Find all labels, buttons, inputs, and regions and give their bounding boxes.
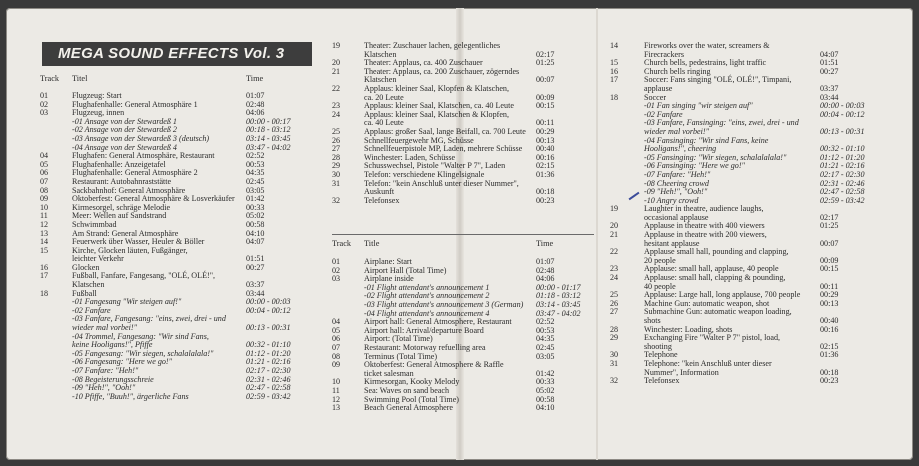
track-title: -05 Fangesang: "Wir siegen, schalalalala!" <box>72 348 214 358</box>
track-time: 00:18 <box>536 187 555 197</box>
track-number: 25 <box>332 126 341 136</box>
track-number: 06 <box>40 168 49 178</box>
track-title: Church bells, pedestrains, light traffic <box>644 58 767 68</box>
track-number: 30 <box>610 350 619 360</box>
track-time: 02:52 <box>536 317 555 327</box>
track-number: 05 <box>40 159 49 169</box>
track-time: 00:16 <box>536 152 555 162</box>
track-title: -03 Flight attendant's announcement 3 (German) <box>364 299 524 309</box>
track-title: -01 Fangesang "Wir steigen auf!" <box>72 297 182 307</box>
track-number: 29 <box>610 333 619 343</box>
track-title: Submachine Gun: automatic weapon loading, <box>644 307 792 317</box>
track-title: -01 Flight attendant's announcement 1 <box>364 282 490 292</box>
track-title: -02 Fanfare <box>72 305 111 315</box>
track-title: wieder mal vorbei!" <box>644 126 709 136</box>
col2-header-time: Time <box>536 239 554 248</box>
track-number: 03 <box>332 274 341 284</box>
track-time: 04:07 <box>246 237 265 247</box>
track-title: -07 Fanfare: "Heh!" <box>72 366 139 375</box>
track-number: 16 <box>40 262 49 272</box>
track-title: Exchanging Fire "Walter P 7" pistol, load, <box>644 333 781 343</box>
track-number: 09 <box>40 194 49 204</box>
track-time: 01:07 <box>536 257 555 266</box>
track-time: 03:14 - 03:45 <box>536 299 581 309</box>
track-title: Telefonsex <box>364 195 400 205</box>
track-time: 02:47 - 02:58 <box>246 383 291 393</box>
track-number: 21 <box>332 66 341 76</box>
track-title: Kirmesorgel, schräge Melodie <box>72 202 171 212</box>
track-time: 01:18 - 03:12 <box>536 291 581 301</box>
track-title: occasional applause <box>644 212 709 222</box>
track-number: 28 <box>332 152 341 162</box>
track-number: 28 <box>610 324 619 334</box>
track-time: 02:17 - 02:30 <box>820 169 865 179</box>
track-title: Applause in theatre with 400 viewers <box>644 221 765 231</box>
track-title: Am Strand: General Atmosphäre <box>72 228 179 238</box>
track-time: 04:07 <box>820 49 839 59</box>
track-title: Terminus (Total Time) <box>364 351 438 361</box>
column-german-continued <box>332 42 594 205</box>
track-time: 00:40 <box>536 144 555 154</box>
track-time: 02:59 - 03:42 <box>246 391 291 401</box>
track-title: Winchester: Loading, shots <box>644 324 733 334</box>
track-number: 17 <box>610 75 619 85</box>
track-time: 01:21 - 02:16 <box>820 161 865 171</box>
track-title: Klatschen <box>72 280 105 290</box>
track-number: 32 <box>610 376 619 386</box>
track-number: 31 <box>610 358 619 368</box>
track-time: 00:18 - 03:12 <box>246 125 291 135</box>
track-title: applause <box>644 83 673 93</box>
track-number: 30 <box>332 169 341 179</box>
track-title: ca. 20 Leute <box>364 92 404 102</box>
track-title: Soccer <box>644 92 667 102</box>
track-title: -03 Fanfare, Fansinging: "eins, zwei, drei - und <box>644 118 799 128</box>
track-title: -08 Begeisterungsschreie <box>72 374 154 384</box>
track-time: 03:05 <box>246 185 265 195</box>
track-time: 00:13 - 00:31 <box>246 323 291 333</box>
track-time: 00:11 <box>536 118 555 128</box>
track-title: Telephone <box>644 350 678 360</box>
track-time: 00:32 - 01:10 <box>820 144 865 154</box>
track-number: 11 <box>332 385 340 395</box>
track-title: Soccer: Fans singing "OLÉ, OLÉ!", Timpani, <box>644 75 792 85</box>
track-title: Nummer", Information <box>644 367 719 377</box>
track-time: 00:33 <box>536 377 555 387</box>
track-title: -06 Fangesang: "Here we go!" <box>72 357 173 367</box>
track-time: 01:07 <box>246 91 265 100</box>
track-number: 12 <box>40 219 49 229</box>
track-time: 02:45 <box>536 342 555 352</box>
track-time: 00:00 - 00:03 <box>820 101 865 111</box>
track-time: 05:02 <box>536 385 555 395</box>
track-time: 02:48 <box>246 99 265 109</box>
track-time: 00:07 <box>536 75 555 85</box>
track-row <box>332 197 594 206</box>
track-title: Feuerwerk über Wasser, Heuler & Böller <box>72 237 205 247</box>
track-number: 20 <box>610 221 619 231</box>
track-title: Flugzeug, innen <box>72 108 125 118</box>
track-time: 01:12 - 01:20 <box>246 348 291 358</box>
track-time: 02:15 <box>536 161 555 171</box>
track-number: 02 <box>40 99 49 109</box>
track-title: Applause in theatre with 200 viewers, <box>644 230 767 240</box>
track-number: 12 <box>332 394 341 404</box>
track-row <box>610 377 906 386</box>
track-time: 01:36 <box>820 350 839 360</box>
track-title: Fußball, Fanfare, Fangesang, "OLÉ, OLÉ!", <box>72 271 216 281</box>
track-time: 00:13 <box>536 135 555 145</box>
track-title: -01 Ansage von der Stewardeß 1 <box>72 116 177 126</box>
track-time: 04:06 <box>246 108 265 118</box>
track-title: Flughafenhalle: Anzeigetafel <box>72 159 166 169</box>
track-time: 00:23 <box>536 195 555 205</box>
track-title: Machine Gun: automatic weapon, shot <box>644 298 770 308</box>
track-time: 02:17 - 02:30 <box>246 366 291 375</box>
track-number: 11 <box>40 211 48 221</box>
track-title: Restaurant: Autobahnraststätte <box>72 176 172 186</box>
track-title: wieder mal vorbei!" <box>72 323 137 333</box>
track-time: 01:51 <box>820 58 839 68</box>
track-number: 18 <box>40 288 49 298</box>
track-title: Klatschen <box>364 49 397 59</box>
track-number: 13 <box>40 228 49 238</box>
track-number: 29 <box>332 161 341 171</box>
track-title: 40 people <box>644 281 676 291</box>
track-title: Kirmesorgan, Kooky Melody <box>364 377 460 387</box>
track-time: 00:00 - 00:03 <box>246 297 291 307</box>
track-title: Flugzeug: Start <box>72 91 122 100</box>
track-time: 00:00 - 00:17 <box>246 116 291 126</box>
track-number: 24 <box>332 109 341 119</box>
track-title: Flughafenhalle: General Atmosphäre 2 <box>72 168 198 178</box>
track-time: 03:37 <box>820 83 839 93</box>
track-title: -02 Ansage von der Stewardeß 2 <box>72 125 177 135</box>
track-time: 01:42 <box>536 368 555 378</box>
track-time: 00:15 <box>536 101 555 111</box>
track-title: -04 Trommel, Fangesang: "Wir sind Fans, <box>72 331 209 341</box>
track-title: Applaus: großer Saal, lange Beifall, ca. 700 Leute <box>364 126 526 136</box>
track-number: 13 <box>332 403 341 413</box>
track-title: Flughafenhalle: General Atmosphäre 1 <box>72 99 198 109</box>
track-title: Airport Hall (Total Time) <box>364 265 447 275</box>
track-time: 01:12 - 01:20 <box>820 152 865 162</box>
track-title: Airplane inside <box>364 274 414 284</box>
track-time: 01:51 <box>246 254 265 264</box>
track-title: Church bells ringing <box>644 66 711 76</box>
column-english-continued <box>610 42 906 386</box>
track-number: 21 <box>610 230 619 240</box>
track-time: 03:14 - 03:45 <box>246 133 291 143</box>
track-time: 00:16 <box>820 324 839 334</box>
track-number: 23 <box>610 264 619 274</box>
track-number: 09 <box>332 360 341 370</box>
track-time: 00:04 - 00:12 <box>246 305 291 315</box>
track-time: 02:15 <box>820 341 839 351</box>
track-time: 00:29 <box>536 126 555 136</box>
track-time: 02:17 <box>820 212 839 222</box>
col2-header-title: Title <box>364 239 380 248</box>
track-time: 03:37 <box>246 280 265 290</box>
track-title: Beach General Atmosphere <box>364 403 453 413</box>
track-time: 02:17 <box>536 49 555 59</box>
track-number: 08 <box>332 351 341 361</box>
track-title: Telefon: verschiedene Klingelsignale <box>364 169 485 179</box>
track-title: Applause: small hall, clapping & pounding, <box>644 273 786 283</box>
track-title: Flughafen: General Atmosphäre, Restaurant <box>72 151 215 161</box>
track-time: 01:42 <box>246 194 265 204</box>
track-title: -08 Cheering crowd <box>644 178 709 188</box>
track-title: -01 Fan singing "wir steigen auf" <box>644 101 753 111</box>
track-time: 00:27 <box>820 66 839 76</box>
track-number: 22 <box>332 83 341 93</box>
track-title: Auskunft <box>364 187 395 197</box>
track-title: Telefonsex <box>644 376 680 386</box>
track-title: Firecrackers <box>644 49 684 59</box>
track-number: 17 <box>40 271 49 281</box>
track-title: Applaus: kleiner Saal, Klopfen & Klatschen, <box>364 83 509 93</box>
track-time: 00:15 <box>820 264 839 274</box>
track-number: 04 <box>40 151 49 161</box>
track-number: 24 <box>610 273 619 283</box>
track-title: -07 Fanfare: "Heh!" <box>644 169 711 179</box>
track-title: -10 Angry crowd <box>644 195 699 205</box>
track-time: 02:47 - 02:58 <box>820 187 865 197</box>
track-title: Fireworks over the water, screamers & <box>644 41 770 50</box>
track-title: ticket salesman <box>364 368 414 378</box>
track-time: 04:35 <box>246 168 265 178</box>
track-time: 04:35 <box>536 334 555 344</box>
track-title: -09 "Heh!", "Ooh!" <box>72 383 136 393</box>
track-time: 00:27 <box>246 262 265 272</box>
track-number: 02 <box>332 265 341 275</box>
col1-header-track: Track <box>40 74 60 83</box>
track-row <box>332 404 594 413</box>
track-title: Airport: (Total Time) <box>364 334 433 344</box>
track-number: 19 <box>610 204 619 214</box>
track-number: 16 <box>610 66 619 76</box>
track-title: Meer: Wellen auf Sandstrand <box>72 211 167 221</box>
track-time: 00:04 - 00:12 <box>820 109 865 119</box>
track-number: 26 <box>332 135 341 145</box>
track-time: 00:07 <box>820 238 839 248</box>
track-time: 02:31 - 02:46 <box>820 178 865 188</box>
track-time: 02:59 - 03:42 <box>820 195 865 205</box>
track-number: 06 <box>332 334 341 344</box>
track-title: -02 Flight attendant's announcement 2 <box>364 291 490 301</box>
track-title: Winchester: Laden, Schüsse <box>364 152 456 162</box>
track-time: 01:21 - 02:16 <box>246 357 291 367</box>
track-title: Schnellfeuerpistole MP, Laden, mehrere Schüsse <box>364 144 523 154</box>
track-title: -04 Ansage von der Stewardeß 4 <box>72 142 177 152</box>
track-number: 18 <box>610 92 619 102</box>
track-time: 04:06 <box>536 274 555 284</box>
track-title: Telefon: "kein Anschluß unter dieser Nummer", <box>364 178 519 188</box>
track-time: 00:53 <box>536 325 555 335</box>
track-title: -05 Fansinging: "Wir siegen, schalalalala!" <box>644 152 787 162</box>
track-title: Schusswechsel, Pistole "Walter P 7", Laden <box>364 161 506 171</box>
col1-header-title: Titel <box>72 74 88 83</box>
track-time: 00:09 <box>536 92 555 102</box>
track-time: 05:02 <box>246 211 265 221</box>
track-title: Glocken <box>72 262 100 272</box>
track-title: Hooligans!", cheering <box>644 144 717 154</box>
track-number: 20 <box>332 58 341 68</box>
track-title: -09 "Heh!", "Ooh!" <box>644 187 708 197</box>
track-number: 23 <box>332 101 341 111</box>
album-title: MEGA SOUND EFFECTS Vol. 3 <box>42 42 312 66</box>
track-number: 15 <box>40 245 49 255</box>
track-time: 03:44 <box>246 288 265 298</box>
track-title: Applause small hall, pounding and clapping, <box>644 247 789 257</box>
track-title: Schwimmbad <box>72 219 117 229</box>
track-time: 03:05 <box>536 351 555 361</box>
track-number: 08 <box>40 185 49 195</box>
track-title: Sackbahnhof: General Atmosphäre <box>72 185 186 195</box>
track-time: 00:32 - 01:10 <box>246 340 291 350</box>
track-title: 20 people <box>644 255 676 265</box>
track-time: 00:33 <box>246 202 265 212</box>
track-title: Oktoberfest: General Atmosphäre & Losverkäufer <box>72 194 235 204</box>
track-title: Theater: Applaus, ca. 400 Zuschauer <box>364 58 483 68</box>
track-row <box>40 393 330 402</box>
track-title: Telephone: "kein Anschluß unter dieser <box>644 358 772 368</box>
track-number: 32 <box>332 195 341 205</box>
track-time: 02:48 <box>536 265 555 275</box>
track-title: Theater: Zuschauer lachen, gelegentliches <box>364 41 501 50</box>
track-title: Airport hall: General Atmosphere, Restaurant <box>364 317 512 327</box>
track-time: 00:23 <box>820 376 839 386</box>
track-title: shooting <box>644 341 672 351</box>
track-title: Swimming Pool (Total Time) <box>364 394 459 404</box>
track-number: 07 <box>332 342 341 352</box>
track-time: 01:25 <box>820 221 839 231</box>
track-time: 00:11 <box>820 281 839 291</box>
track-title: Applause: small hall, applause, 40 people <box>644 264 779 274</box>
track-number: 03 <box>40 108 49 118</box>
track-title: Fußball <box>72 288 97 298</box>
track-title: -03 Ansage von der Stewardeß 3 (deutsch) <box>72 133 210 143</box>
track-time: 04:10 <box>536 403 555 413</box>
track-title: Applaus: kleiner Saal, Klatschen, ca. 40 Leute <box>364 101 514 111</box>
track-number: 26 <box>610 298 619 308</box>
track-time: 00:58 <box>246 219 265 229</box>
track-time: 00:58 <box>536 394 555 404</box>
track-title: keine Hooligans!", Pfiffe <box>72 340 153 350</box>
track-time: 00:00 - 01:17 <box>536 282 581 292</box>
tracklist-sheet <box>6 8 913 460</box>
column-divider <box>332 234 594 235</box>
track-title: Applause: Large hall, long applause, 700 people <box>644 290 801 300</box>
track-time: 02:45 <box>246 176 265 186</box>
track-time: 00:13 <box>820 298 839 308</box>
track-time: 01:25 <box>536 58 555 68</box>
track-title: Sea: Waves on sand beach <box>364 385 450 395</box>
paper-crease <box>596 8 598 460</box>
track-title: -04 Fansinging: "Wir sind Fans, keine <box>644 135 769 145</box>
track-time: 03:47 - 04:02 <box>536 308 581 318</box>
track-title: Theater: Applaus, ca. 200 Zuschauer, zögerndes <box>364 66 520 76</box>
track-number: 25 <box>610 290 619 300</box>
track-time: 01:36 <box>536 169 555 179</box>
track-number: 10 <box>332 377 341 387</box>
track-number: 10 <box>40 202 49 212</box>
track-title: shots <box>644 316 661 325</box>
track-number: 01 <box>332 257 341 266</box>
col2-header-track: Track <box>332 239 352 248</box>
column-german <box>40 92 330 401</box>
track-title: -06 Fansinging: "Here we go!" <box>644 161 745 171</box>
track-title: leichter Verkehr <box>72 254 124 264</box>
track-time: 03:47 - 04:02 <box>246 142 291 152</box>
col1-header-time: Time <box>246 74 264 83</box>
track-title: Airplane: Start <box>364 257 412 266</box>
track-time: 00:09 <box>820 255 839 265</box>
track-title: Oktoberfest: General Atmosphere & Raffle <box>364 360 504 370</box>
track-title: Klatschen <box>364 75 397 85</box>
track-number: 14 <box>610 41 619 50</box>
track-title: hesitant applause <box>644 238 700 248</box>
track-number: 22 <box>610 247 619 257</box>
track-title: Airport hall: Arrival/departure Board <box>364 325 484 335</box>
track-title: Laughter in theatre, audience laughs, <box>644 204 764 214</box>
track-title: ca. 40 Leute <box>364 118 404 128</box>
track-title: Restaurant: Motorway refuelling area <box>364 342 486 352</box>
track-time: 03:44 <box>820 92 839 102</box>
track-time: 00:13 - 00:31 <box>820 126 865 136</box>
track-time: 00:29 <box>820 290 839 300</box>
track-number: 01 <box>40 91 49 100</box>
track-number: 31 <box>332 178 341 188</box>
track-title: Kirche, Glocken läuten, Fußgänger, <box>72 245 188 255</box>
track-title: -03 Fanfare, Fangesang: "eins, zwei, drei - und <box>72 314 226 324</box>
track-time: 02:52 <box>246 151 265 161</box>
track-number: 19 <box>332 41 341 50</box>
track-number: 27 <box>332 144 341 154</box>
track-title: -04 Flight attendant's announcement 4 <box>364 308 490 318</box>
track-number: 04 <box>332 317 341 327</box>
track-title: -10 Pfiffe, "Buuh!", ärgerliche Fans <box>72 391 189 401</box>
track-title: Schnellfeuergewehr MG, Schüsse <box>364 135 474 145</box>
column-english <box>332 258 594 413</box>
track-number: 15 <box>610 58 619 68</box>
track-number: 14 <box>40 237 49 247</box>
track-number: 07 <box>40 176 49 186</box>
track-time: 04:10 <box>246 228 265 238</box>
track-number: 27 <box>610 307 619 317</box>
track-title: Applaus: kleiner Saal, Klatschen & Klopfen, <box>364 109 509 119</box>
track-time: 00:40 <box>820 316 839 325</box>
track-number: 05 <box>332 325 341 335</box>
track-time: 02:31 - 02:46 <box>246 374 291 384</box>
track-title: -02 Fanfare <box>644 109 683 119</box>
track-time: 00:18 <box>820 367 839 377</box>
track-time: 00:53 <box>246 159 265 169</box>
